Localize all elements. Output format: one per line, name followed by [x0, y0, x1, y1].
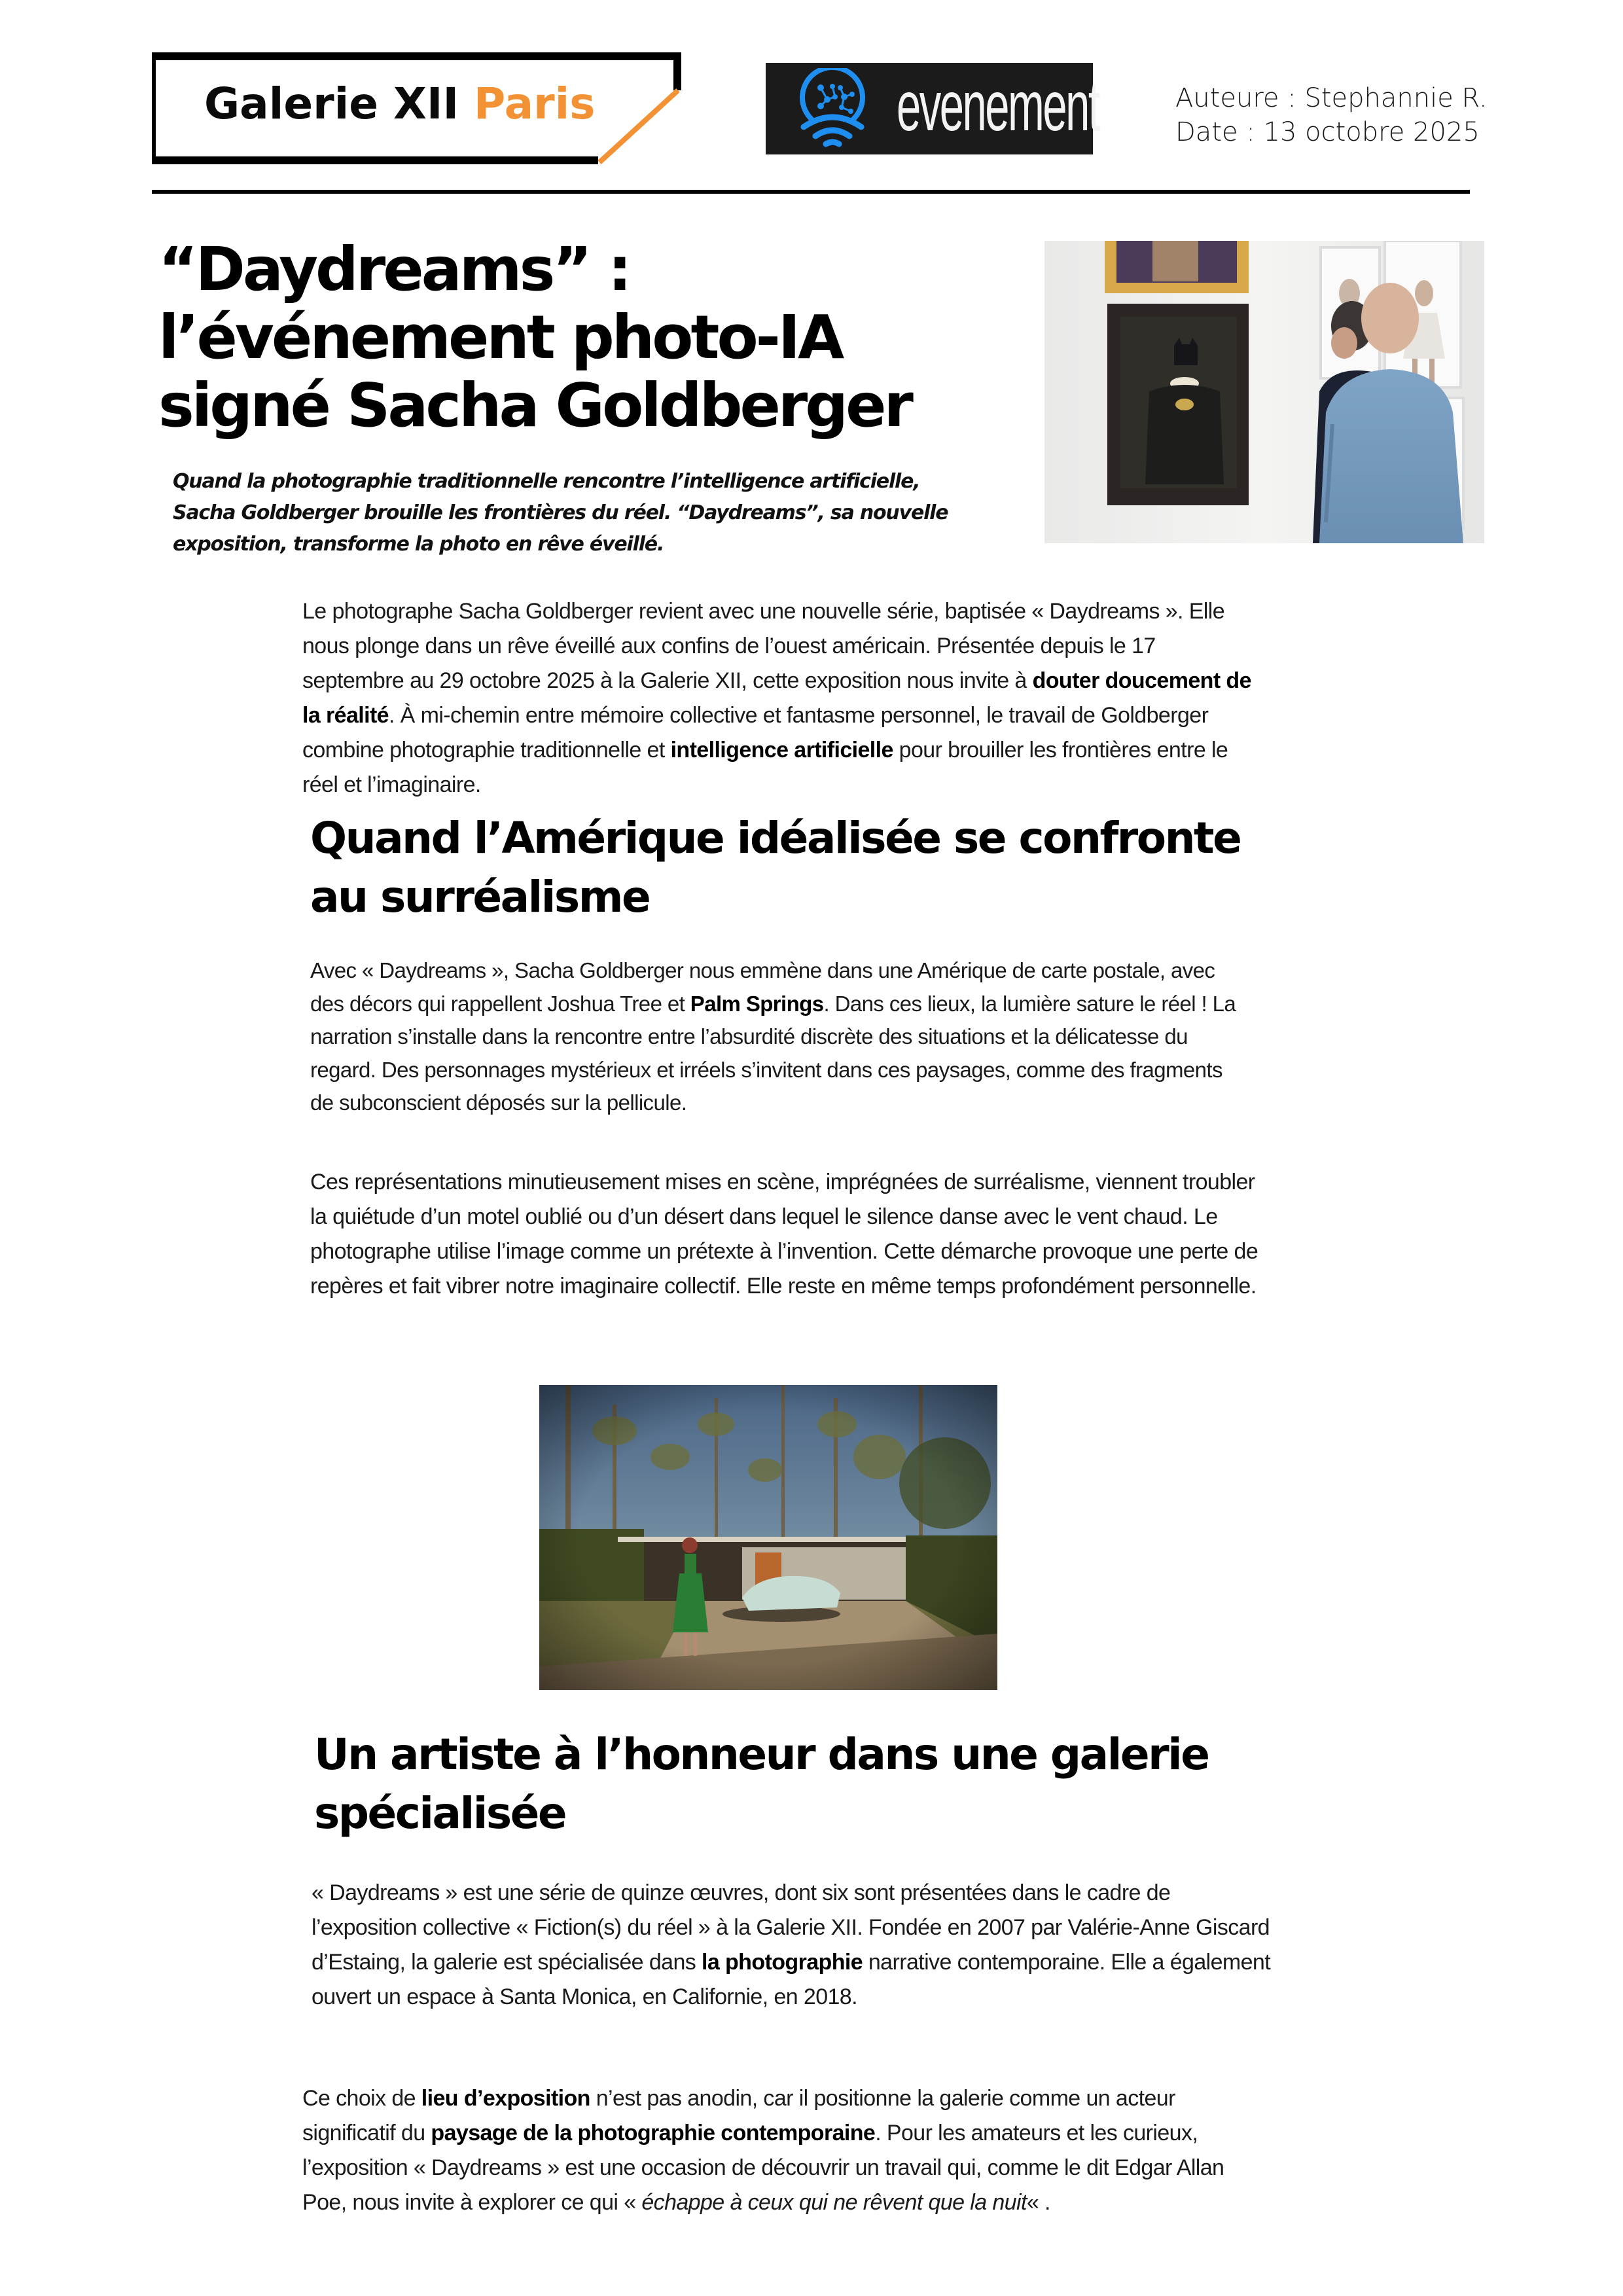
gallery-logo: [152, 52, 683, 165]
section-title-gallery: Un artiste à l’honneur dans une galerie spécialisée: [314, 1729, 1209, 1839]
section2-paragraph-2: [302, 2081, 1258, 2220]
section2-p2-highlight-2: paysage de la photographie contemporaine: [431, 2121, 876, 2145]
intro-highlight-1: douter doucement de la réalité: [302, 668, 1251, 728]
section2-p1-text-2: narrative contemporaine. Elle a également ouvert un espace à Santa Monica, en Californie, en 2018.: [312, 1950, 1271, 2009]
intro-paragraph: [302, 594, 1258, 802]
section1-paragraph-2: Ces représentations minutieusement mises en scène, imprégnées de surréalisme, viennent troubler la quiétude d’un motel oublié ou d’un désert dans lequel le silence danse avec le vent chaud. Le photographe utilise l’image comme un prétexte à l’invention. Cette démarche provoque une perte de repères et fait vibrer notre imaginaire collectif. Elle reste en même temps profondément personnelle.: [310, 1170, 1258, 1299]
article-headline: “Daydreams” : l’événement photo-IA signé Sacha Goldberger: [158, 234, 911, 440]
section1-p1-text-1: Avec « Daydreams », Sacha Goldberger nous emmène dans une Amérique de carte postale, avec des décors qui rappellent Joshua Tree et: [310, 958, 1215, 1016]
section1-p1-text-2: . Dans ces lieux, la lumière sature le réel ! La narration s’installe dans la rencontre entre l’absurdité discrète des situations et la délicatesse du regard. Des personnages mystérieux et irréels s’invitent dans ces paysages, comme des fragments de subconscient déposés sur la pellicule.: [310, 991, 1236, 1115]
section2-p2-text-4: « .: [1026, 2190, 1050, 2215]
section2-p2-highlight-1: lieu d’exposition: [421, 2086, 590, 2111]
event-logo: [766, 63, 1099, 154]
article-meta: [1175, 81, 1488, 149]
gallery-logo-accent: Paris: [474, 79, 596, 129]
poe-quote: échappe à ceux qui ne rêvent que la nuit: [641, 2190, 1027, 2215]
section2-p1-text-1: « Daydreams » est une série de quinze œuvres, dont six sont présentées dans le cadre de l’exposition collective « Fiction(s) du réel » à la Galerie XII. Fondée en 2007 par Valérie-Anne Giscard d’Estaing, la galerie est spécialisée dans: [312, 1880, 1270, 1975]
header-divider: [152, 190, 1470, 194]
section1-paragraph-1: [310, 954, 1240, 1120]
section2-p2-text-2: n’est pas anodin, car il positionne la galerie comme un acteur significatif du: [302, 2086, 1175, 2145]
event-logo-word: evenement: [897, 66, 1099, 145]
section-title-surrealism: Quand l’Amérique idéalisée se confronte au surréalisme: [310, 813, 1241, 922]
section2-p2-text-3: . Pour les amateurs et les curieux, l’exposition « Daydreams » est une occasion de découvrir un travail qui, comme le dit Edgar Allan Poe, nous invite à explorer ce qui «: [302, 2121, 1224, 2215]
network-bulb-wifi-icon: [780, 68, 885, 149]
intro-text-1: Le photographe Sacha Goldberger revient avec une nouvelle série, baptisée « Daydreams ». Elle nous plonge dans un rêve éveillé aux confins de l’ouest américain. Présentée depuis le 17 septembre au 29 octobre 2025 à la Galerie XII, cette exposition nous invite à: [302, 599, 1225, 693]
date-line: Date : 13 octobre 2025: [1175, 117, 1480, 147]
intro-highlight-2: intelligence artificielle: [670, 738, 893, 762]
author-line: Auteure : Stephannie R.: [1175, 83, 1488, 113]
gallery-logo-text: [204, 79, 596, 129]
palm-springs-scene-illustration: [539, 1385, 997, 1690]
intro-text-2: . À mi-chemin entre mémoire collective et fantasme personnel, le travail de Goldberger combine photographie traditionnelle et: [302, 703, 1209, 762]
hero-photo: [1044, 241, 1484, 543]
section2-paragraph-1: [312, 1876, 1280, 2015]
section1-p1-highlight: Palm Springs: [690, 991, 824, 1016]
gallery-logo-name: Galerie XII: [204, 79, 459, 129]
daydreams-photo: [539, 1385, 997, 1690]
article-lede: Quand la photographie traditionnelle rencontre l’intelligence artificielle, Sacha Goldberger brouille les frontières du réel. “Daydreams”, sa nouvelle exposition, transforme la photo en rêve éveillé.: [173, 470, 948, 556]
section2-p2-text-1: Ce choix de: [302, 2086, 421, 2111]
intro-text-3: pour brouiller les frontières entre le réel et l’imaginaire.: [302, 738, 1228, 797]
section2-p1-highlight: la photographie: [702, 1950, 863, 1975]
gallery-scene-illustration: [1044, 241, 1484, 543]
